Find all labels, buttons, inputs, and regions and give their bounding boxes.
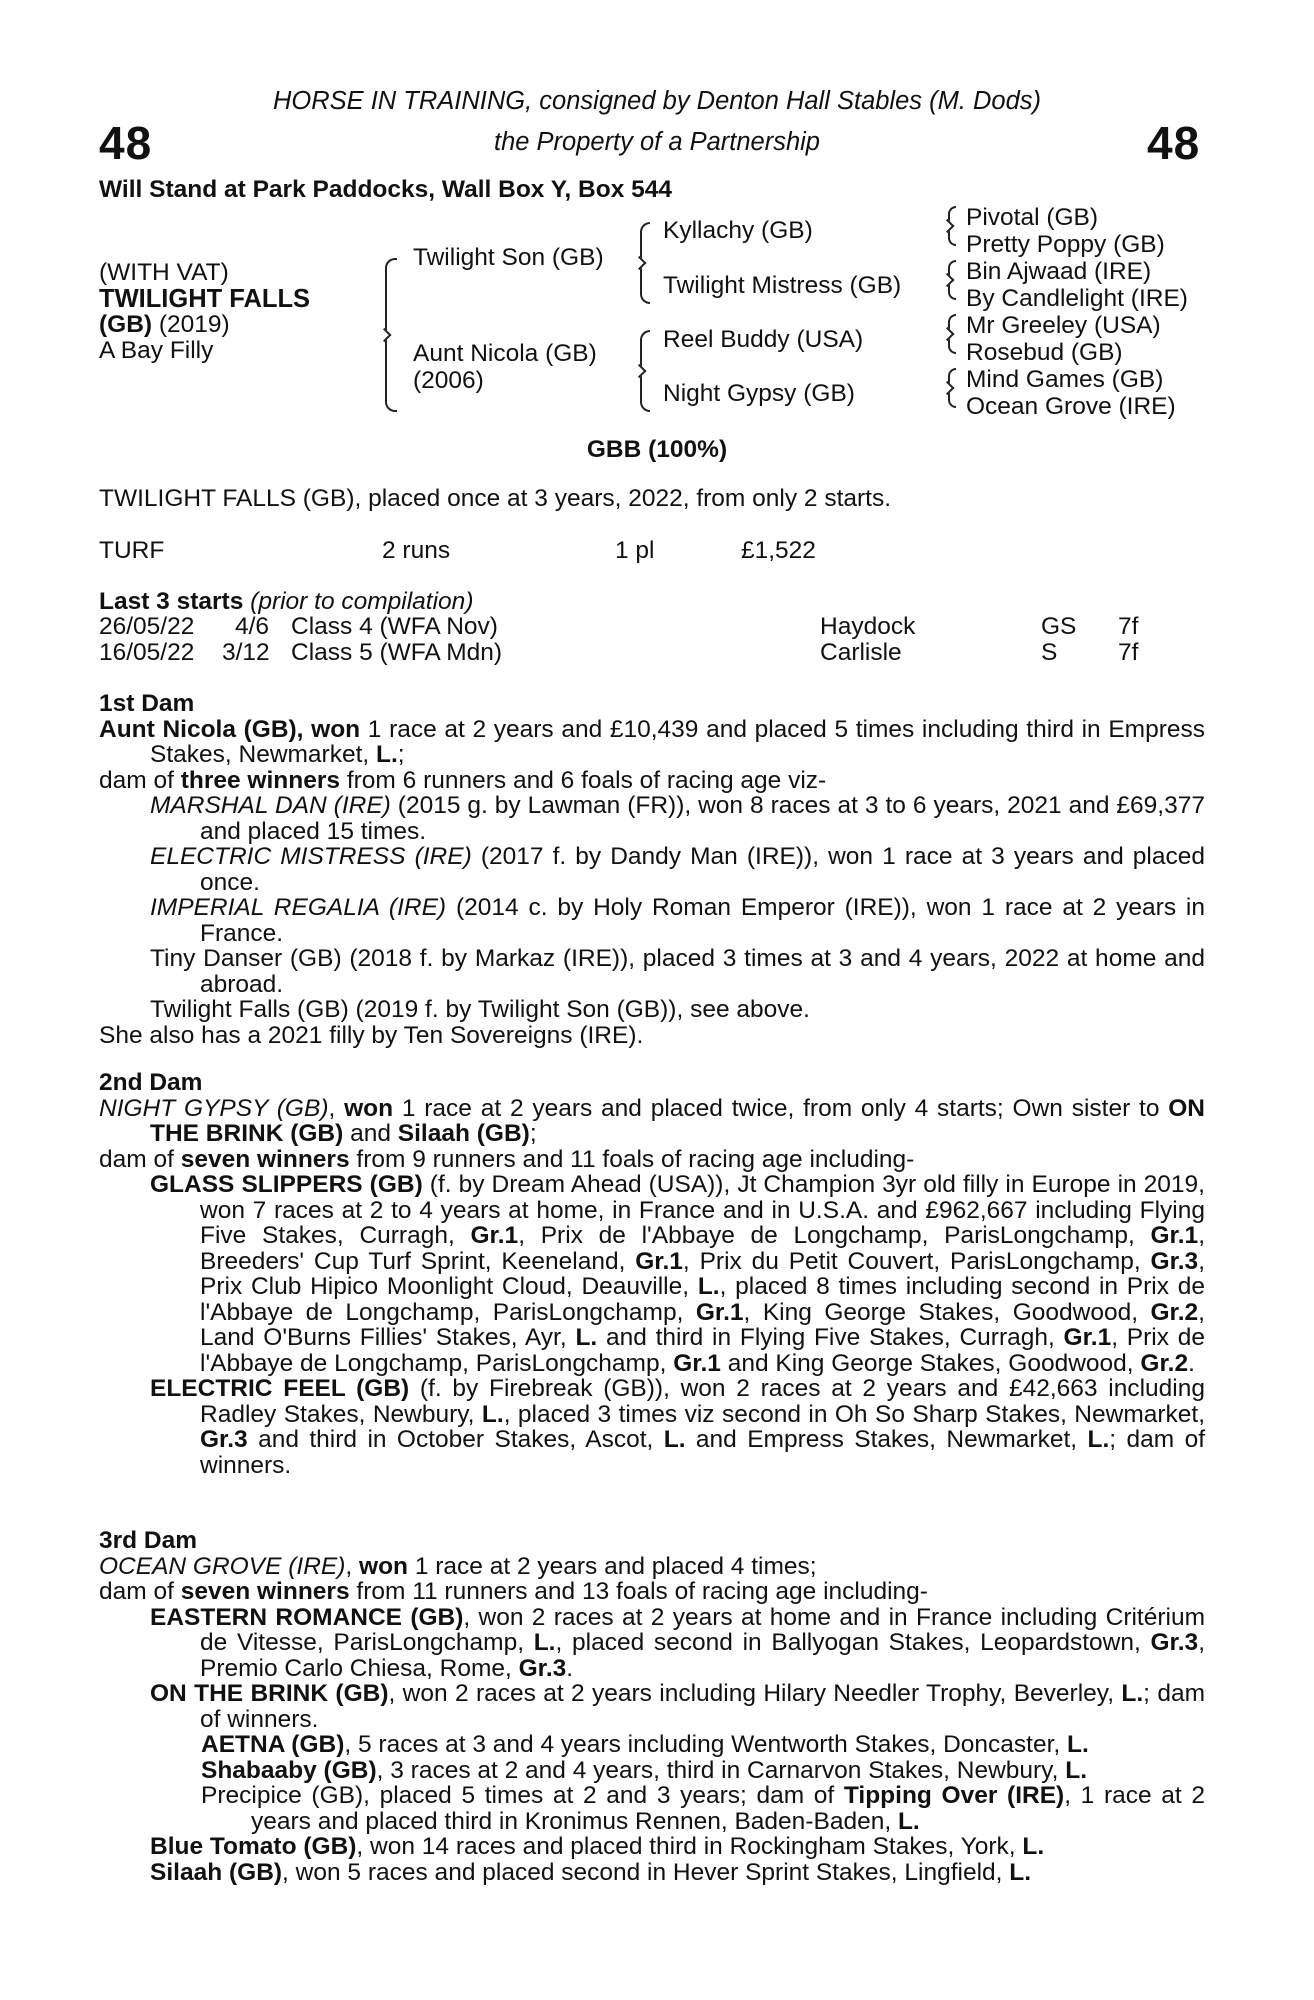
second-dam-heading: 2nd Dam — [99, 1069, 203, 1096]
produce-item: Silaah (GB), won 5 races and placed second in Hever Sprint Stakes, Lingfield, L. — [150, 1858, 1032, 1886]
ggp-8: Ocean Grove (IRE) — [966, 393, 1176, 420]
horse-description: A Bay Filly — [99, 337, 214, 364]
ggp-6: Rosebud (GB) — [966, 339, 1123, 366]
horse-year: (2019) — [158, 311, 230, 338]
first-dam-produce-summary: dam of three winners from 6 runners and 6 foals of racing age viz- — [99, 766, 827, 794]
produce-item: Tiny Danser (GB) (2018 f. by Markaz (IRE)), placed 3 times at 3 and 4 years, 2022 at home and abroad. — [150, 945, 1205, 998]
start-course: Carlisle — [820, 639, 902, 666]
second-dam-section — [99, 1070, 1205, 1478]
record-earnings: £1,522 — [741, 537, 816, 564]
ggp-7: Mind Games (GB) — [966, 366, 1164, 393]
first-dam-heading: 1st Dam — [99, 690, 195, 717]
start-race: Class 4 (WFA Nov) — [291, 613, 498, 640]
ggp-2: Pretty Poppy (GB) — [966, 231, 1165, 258]
dam-sire: Reel Buddy (USA) — [663, 326, 864, 353]
third-dam-section — [99, 1528, 1205, 1885]
sire-sire: Kyllachy (GB) — [663, 217, 813, 244]
start-going: S — [1041, 639, 1058, 666]
produce-item: Precipice (GB), placed 5 times at 2 and 3 years; dam of Tipping Over (IRE), 1 race at 2 years and placed third in Kronimus Rennen, Baden-Baden, L. — [201, 1782, 1205, 1835]
second-dam-produce-summary: dam of seven winners from 9 runners and 11 foals of racing age including- — [99, 1145, 915, 1173]
produce-item: IMPERIAL REGALIA (IRE) (2014 c. by Holy Roman Emperor (IRE)), won 1 race at 2 years in France. — [150, 894, 1205, 947]
record-runs: 2 runs — [382, 537, 451, 564]
sire-dam: Twilight Mistress (GB) — [663, 272, 902, 299]
lot-number-right: 48 — [1147, 117, 1201, 169]
start-position: 3/12 — [222, 639, 270, 666]
last-starts-title: Last 3 starts (prior to compilation) — [99, 588, 474, 615]
start-date: 16/05/22 — [99, 639, 195, 666]
brace-dam-side — [640, 330, 650, 412]
dam: Aunt Nicola (GB) — [413, 340, 597, 367]
produce-item: GLASS SLIPPERS (GB) (f. by Dream Ahead (USA)), Jt Champion 3yr old filly in Europe in 2019, won 7 races at 2 to 4 years at home, in France and in U.S.A. and £962,667 including Flying Five Stakes, Curragh, Gr.1, Prix de l'Abbaye de Longchamp, ParisLongchamp, Gr.1, Breeders' Cup Turf Sprint, Keeneland, Gr.1, Prix du Petit Couvert, ParisLongchamp, Gr.3, Prix Club Hipico Moonlight Cloud, Deauville, L., placed 8 times including second in Prix de l'Abbaye de Longchamp, ParisLongchamp, Gr.1, King George Stakes, Goodwood, Gr.2, Land O'Burns Fillies' Stakes, Ayr, L. and third in Flying Five Stakes, Curragh, Gr.1, Prix de l'Abbaye de Longchamp, ParisLongchamp, Gr.1 and King George Stakes, Goodwood, Gr.2. — [150, 1171, 1206, 1377]
first-dam-record: Aunt Nicola (GB), won 1 race at 2 years and £10,439 and placed 5 times including third in Empress Stakes, Newmarket, L.; — [99, 715, 1205, 768]
brace-parents — [385, 258, 397, 412]
start-position: 4/6 — [235, 613, 270, 640]
record-surface: TURF — [99, 537, 165, 564]
brace-ggp-2 — [948, 260, 956, 300]
produce-item: AETNA (GB), 5 races at 3 and 4 years including Wentworth Stakes, Doncaster, L. — [201, 1731, 1089, 1758]
produce-item: EASTERN ROMANCE (GB), won 2 races at 2 years at home and in France including Critérium de Vitesse, ParisLongchamp, L., placed second in Ballyogan Stakes, Leopardstown, Gr.3, Premio Carlo Chiesa, Rome, Gr.3. — [150, 1603, 1205, 1682]
sire: Twilight Son (GB) — [413, 244, 604, 271]
produce-item: Blue Tomato (GB), won 14 races and placed third in Rockingham Stakes, York, L. — [150, 1833, 1045, 1860]
gbb-rating: GBB (100%) — [586, 436, 728, 463]
second-dam-record: NIGHT GYPSY (GB), won 1 race at 2 years and placed twice, from only 4 starts; Own sister to ON THE BRINK (GB) and Silaah (GB); — [99, 1094, 1205, 1147]
brace-ggp-4 — [948, 368, 956, 408]
ggp-4: By Candlelight (IRE) — [966, 285, 1188, 312]
produce-item: ELECTRIC MISTRESS (IRE) (2017 f. by Dandy Man (IRE)), won 1 race at 3 years and placed once. — [150, 843, 1205, 896]
lot-number-left: 48 — [99, 117, 153, 169]
dam-year: (2006) — [413, 367, 484, 394]
produce-item: ON THE BRINK (GB), won 2 races at 2 years including Hilary Needler Trophy, Beverley, L.; dam of winners. — [150, 1680, 1205, 1733]
stand-location: Will Stand at Park Paddocks, Wall Box Y, Box 544 — [99, 176, 672, 203]
vat-label: (WITH VAT) — [99, 259, 229, 286]
start-race: Class 5 (WFA Mdn) — [291, 639, 503, 666]
race-summary: TWILIGHT FALLS (GB), placed once at 3 years, 2022, from only 2 starts. — [99, 485, 892, 512]
produce-item: Shabaaby (GB), 3 races at 2 and 4 years, third in Carnarvon Stakes, Newbury, L. — [201, 1756, 1088, 1784]
brace-sire-side — [640, 222, 650, 304]
horse-name: TWILIGHT FALLS — [99, 285, 311, 313]
first-dam-note: She also has a 2021 filly by Ten Sovereigns (IRE). — [99, 1021, 644, 1049]
brace-ggp-3 — [948, 314, 956, 354]
produce-item: Twilight Falls (GB) (2019 f. by Twilight Son (GB)), see above. — [150, 996, 810, 1023]
ggp-3: Bin Ajwaad (IRE) — [966, 258, 1152, 285]
third-dam-produce-summary: dam of seven winners from 11 runners and 13 foals of racing age including- — [99, 1578, 928, 1605]
ggp-5: Mr Greeley (USA) — [966, 312, 1161, 339]
dam-dam: Night Gypsy (GB) — [663, 380, 855, 407]
produce-item: MARSHAL DAN (IRE) (2015 g. by Lawman (FR)), won 8 races at 3 to 6 years, 2021 and £69,377 and placed 15 times. — [150, 792, 1205, 845]
start-date: 26/05/22 — [99, 613, 195, 640]
start-distance: 7f — [1118, 613, 1139, 640]
property-line: the Property of a Partnership — [493, 128, 820, 156]
ggp-1: Pivotal (GB) — [966, 204, 1099, 231]
start-course: Haydock — [820, 613, 916, 640]
first-dam-section — [99, 691, 1205, 1048]
horse-country: (GB) — [99, 311, 153, 338]
horse-identity — [99, 260, 310, 364]
start-distance: 7f — [1118, 639, 1139, 666]
third-dam-heading: 3rd Dam — [99, 1527, 198, 1554]
brace-ggp-1 — [948, 206, 956, 246]
great-grandparents — [966, 204, 1188, 420]
third-dam-record: OCEAN GROVE (IRE), won 1 race at 2 years and placed 4 times; — [99, 1552, 817, 1580]
record-places: 1 pl — [615, 537, 655, 564]
consignor-line: HORSE IN TRAINING, consigned by Denton Hall Stables (M. Dods) — [272, 87, 1042, 115]
produce-item: ELECTRIC FEEL (GB) (f. by Firebreak (GB)), won 2 races at 2 years and £42,663 including Radley Stakes, Newbury, L., placed 3 times viz second in Oh So Sharp Stakes, Newmarket, Gr.3 and third in October Stakes, Ascot, L. and Empress Stakes, Newmarket, L.; dam of winners. — [150, 1375, 1205, 1479]
start-going: GS — [1041, 613, 1077, 640]
